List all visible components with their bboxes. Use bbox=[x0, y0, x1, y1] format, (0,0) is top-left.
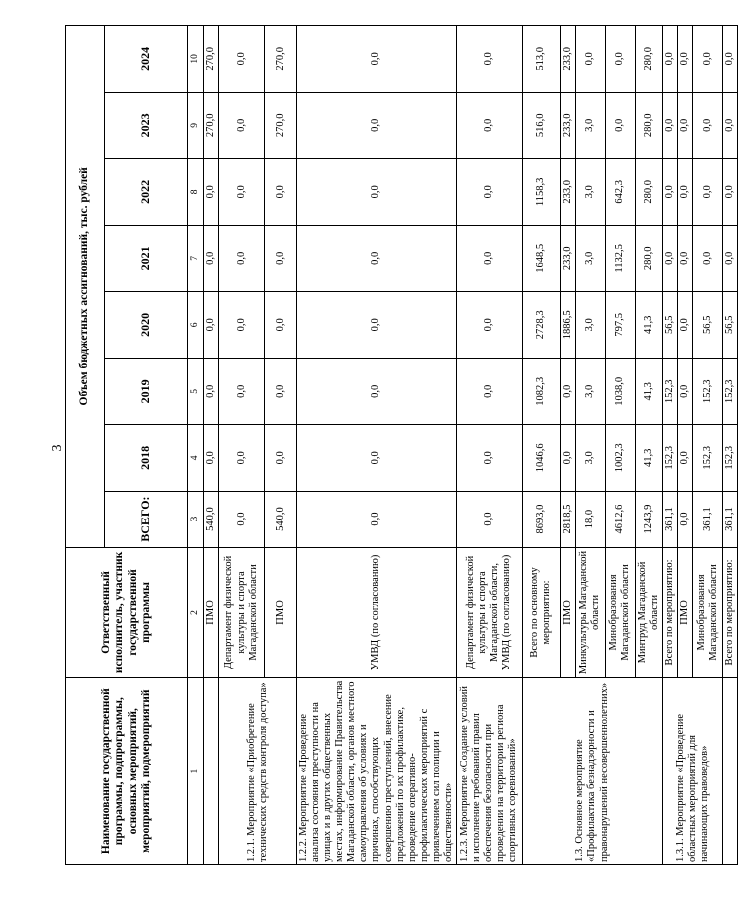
value-cell: 516,0 bbox=[522, 92, 560, 159]
value-cell: 1886,5 bbox=[560, 292, 575, 359]
value-cell: 1082,3 bbox=[522, 358, 560, 425]
budget-table bbox=[65, 25, 738, 865]
executor-cell: УМВД (по согласованию) bbox=[297, 547, 457, 678]
value-cell: 0,0 bbox=[219, 491, 265, 547]
value-cell: 8693,0 bbox=[522, 491, 560, 547]
value-cell: 0,0 bbox=[219, 225, 265, 292]
table-row bbox=[456, 26, 522, 865]
executor-cell: ПМО bbox=[678, 547, 693, 678]
value-cell: 0,0 bbox=[204, 225, 219, 292]
rotated-page bbox=[65, 25, 736, 865]
page-number: 3 bbox=[50, 444, 65, 452]
name-cell: 1.2.2. Мероприятие «Проведение анализа состояния преступности на улицах и в других общественных местах, информирование Правительства Магаданской области, органов местного самоуправления об условиях и причинах, способствующих совершению преступлений, внесение предложений по их профилактике, проведение оперативно-профилактических мероприятий с привлечением сил полиции и общественности» bbox=[297, 678, 457, 865]
value-cell: 233,0 bbox=[560, 225, 575, 292]
executor-cell: ПМО bbox=[204, 547, 219, 678]
value-cell: 0,0 bbox=[678, 92, 693, 159]
value-cell: 361,1 bbox=[723, 491, 738, 547]
value-cell: 1002,3 bbox=[605, 425, 635, 492]
value-cell: 0,0 bbox=[219, 425, 265, 492]
value-cell: 0,0 bbox=[605, 92, 635, 159]
value-cell: 41,3 bbox=[635, 425, 662, 492]
value-cell: 1046,6 bbox=[522, 425, 560, 492]
table-row bbox=[663, 26, 678, 865]
executor-cell: Минтруд Магаданской области bbox=[635, 547, 662, 678]
value-cell: 280,0 bbox=[635, 159, 662, 226]
executor-cell: ПМО bbox=[560, 547, 575, 678]
header-executor: Ответственный исполнитель, участник государственной программы bbox=[66, 547, 188, 678]
value-cell: 3,0 bbox=[575, 92, 605, 159]
table-row bbox=[723, 26, 738, 865]
value-cell: 0,0 bbox=[560, 425, 575, 492]
value-cell: 0,0 bbox=[297, 92, 457, 159]
value-cell: 0,0 bbox=[723, 159, 738, 226]
value-cell: 0,0 bbox=[219, 92, 265, 159]
value-cell: 0,0 bbox=[219, 358, 265, 425]
index-cell: 4 bbox=[188, 425, 204, 492]
header-year-2023: 2023 bbox=[105, 92, 188, 159]
value-cell: 1243,9 bbox=[635, 491, 662, 547]
value-cell: 0,0 bbox=[693, 92, 723, 159]
header-year-2019: 2019 bbox=[105, 358, 188, 425]
value-cell: 152,3 bbox=[723, 358, 738, 425]
value-cell: 540,0 bbox=[204, 491, 219, 547]
index-cell: 9 bbox=[188, 92, 204, 159]
index-cell: 2 bbox=[188, 547, 204, 678]
value-cell: 152,3 bbox=[663, 358, 678, 425]
value-cell: 0,0 bbox=[678, 425, 693, 492]
value-cell: 0,0 bbox=[678, 491, 693, 547]
value-cell: 152,3 bbox=[723, 425, 738, 492]
value-cell: 1648,5 bbox=[522, 225, 560, 292]
value-cell: 56,5 bbox=[693, 292, 723, 359]
index-cell: 6 bbox=[188, 292, 204, 359]
executor-cell: Всего по основному мероприятию: bbox=[522, 547, 560, 678]
table-row bbox=[204, 26, 219, 865]
executor-cell: Всего по мероприятию: bbox=[663, 547, 678, 678]
value-cell: 41,3 bbox=[635, 358, 662, 425]
value-cell: 18,0 bbox=[575, 491, 605, 547]
value-cell: 56,5 bbox=[663, 292, 678, 359]
value-cell: 0,0 bbox=[297, 26, 457, 93]
value-cell: 1158,3 bbox=[522, 159, 560, 226]
value-cell: 0,0 bbox=[723, 92, 738, 159]
value-cell: 152,3 bbox=[663, 425, 678, 492]
value-cell: 0,0 bbox=[297, 225, 457, 292]
value-cell: 3,0 bbox=[575, 159, 605, 226]
value-cell: 152,3 bbox=[693, 425, 723, 492]
value-cell: 0,0 bbox=[693, 159, 723, 226]
executor-cell: ПМО bbox=[265, 547, 297, 678]
value-cell: 2818,5 bbox=[560, 491, 575, 547]
value-cell: 0,0 bbox=[693, 26, 723, 93]
value-cell: 0,0 bbox=[678, 26, 693, 93]
value-cell: 0,0 bbox=[456, 159, 522, 226]
header-budget: Объем бюджетных ассигнований, тыс. рублей bbox=[66, 26, 105, 548]
value-cell: 0,0 bbox=[663, 92, 678, 159]
value-cell: 0,0 bbox=[456, 92, 522, 159]
value-cell: 0,0 bbox=[204, 425, 219, 492]
executor-cell: Минобразования Магаданской области bbox=[693, 547, 723, 678]
value-cell: 0,0 bbox=[219, 26, 265, 93]
header-year-2018: 2018 bbox=[105, 425, 188, 492]
value-cell: 280,0 bbox=[635, 225, 662, 292]
value-cell: 0,0 bbox=[456, 26, 522, 93]
value-cell: 0,0 bbox=[265, 425, 297, 492]
value-cell: 270,0 bbox=[204, 92, 219, 159]
name-cell: 1.2.1. Мероприятие «Приобретение технических средств контроля доступа» bbox=[219, 678, 297, 865]
header-year-2022: 2022 bbox=[105, 159, 188, 226]
value-cell: 0,0 bbox=[456, 358, 522, 425]
value-cell: 0,0 bbox=[265, 358, 297, 425]
value-cell: 0,0 bbox=[265, 159, 297, 226]
index-cell: 10 bbox=[188, 26, 204, 93]
value-cell: 0,0 bbox=[456, 425, 522, 492]
value-cell: 0,0 bbox=[456, 292, 522, 359]
value-cell: 0,0 bbox=[663, 26, 678, 93]
value-cell: 0,0 bbox=[297, 491, 457, 547]
index-cell: 8 bbox=[188, 159, 204, 226]
value-cell: 0,0 bbox=[693, 225, 723, 292]
value-cell: 540,0 bbox=[265, 491, 297, 547]
value-cell: 3,0 bbox=[575, 292, 605, 359]
value-cell: 0,0 bbox=[219, 292, 265, 359]
value-cell: 642,3 bbox=[605, 159, 635, 226]
value-cell: 0,0 bbox=[663, 225, 678, 292]
header-name: Наименование государственной программы, подпрограммы, основных мероприятий, мероприятий, подмероприятий bbox=[66, 678, 188, 865]
value-cell: 0,0 bbox=[219, 159, 265, 226]
header-year-2021: 2021 bbox=[105, 225, 188, 292]
value-cell: 0,0 bbox=[297, 292, 457, 359]
value-cell: 3,0 bbox=[575, 358, 605, 425]
value-cell: 0,0 bbox=[678, 292, 693, 359]
value-cell: 0,0 bbox=[678, 225, 693, 292]
header-year-2024: 2024 bbox=[105, 26, 188, 93]
value-cell: 361,1 bbox=[693, 491, 723, 547]
executor-cell: Минкультуры Магаданской области bbox=[575, 547, 605, 678]
value-cell: 4612,6 bbox=[605, 491, 635, 547]
executor-cell: Минобразования Магаданской области bbox=[605, 547, 635, 678]
value-cell: 0,0 bbox=[297, 358, 457, 425]
value-cell: 2728,3 bbox=[522, 292, 560, 359]
value-cell: 152,3 bbox=[693, 358, 723, 425]
value-cell: 361,1 bbox=[663, 491, 678, 547]
header-year-2020: 2020 bbox=[105, 292, 188, 359]
value-cell: 0,0 bbox=[575, 26, 605, 93]
value-cell: 3,0 bbox=[575, 425, 605, 492]
value-cell: 0,0 bbox=[456, 225, 522, 292]
index-cell: 1 bbox=[188, 678, 204, 865]
executor-cell: Всего по мероприятию: bbox=[723, 547, 738, 678]
value-cell: 0,0 bbox=[723, 225, 738, 292]
index-row bbox=[188, 26, 204, 865]
header-total: ВСЕГО: bbox=[105, 491, 188, 547]
index-cell: 7 bbox=[188, 225, 204, 292]
value-cell: 0,0 bbox=[678, 358, 693, 425]
value-cell: 0,0 bbox=[265, 292, 297, 359]
value-cell: 0,0 bbox=[204, 159, 219, 226]
value-cell: 0,0 bbox=[663, 159, 678, 226]
index-cell: 3 bbox=[188, 491, 204, 547]
value-cell: 233,0 bbox=[560, 92, 575, 159]
value-cell: 797,5 bbox=[605, 292, 635, 359]
table-row bbox=[297, 26, 457, 865]
value-cell: 513,0 bbox=[522, 26, 560, 93]
value-cell: 41,3 bbox=[635, 292, 662, 359]
value-cell: 3,0 bbox=[575, 225, 605, 292]
table-row bbox=[522, 26, 560, 865]
executor-cell: Департамент физической культуры и спорта Магаданской области, УМВД (по согласованию) bbox=[456, 547, 522, 678]
value-cell: 270,0 bbox=[265, 26, 297, 93]
value-cell: 1038,0 bbox=[605, 358, 635, 425]
value-cell: 0,0 bbox=[723, 26, 738, 93]
value-cell: 0,0 bbox=[204, 292, 219, 359]
value-cell: 0,0 bbox=[297, 159, 457, 226]
value-cell: 0,0 bbox=[204, 358, 219, 425]
value-cell: 233,0 bbox=[560, 159, 575, 226]
value-cell: 233,0 bbox=[560, 26, 575, 93]
name-cell: 1.3. Основное мероприятие «Профилактика безнадзорности и правонарушений несовершеннолетних» bbox=[522, 678, 662, 865]
value-cell: 1132,5 bbox=[605, 225, 635, 292]
value-cell: 270,0 bbox=[204, 26, 219, 93]
value-cell: 270,0 bbox=[265, 92, 297, 159]
value-cell: 280,0 bbox=[635, 92, 662, 159]
value-cell: 0,0 bbox=[456, 491, 522, 547]
name-cell: 1.3.1. Мероприятие «Проведение областных мероприятий для начинающих правоведов» bbox=[663, 678, 723, 865]
name-cell bbox=[204, 678, 219, 865]
value-cell: 0,0 bbox=[605, 26, 635, 93]
value-cell: 0,0 bbox=[560, 358, 575, 425]
index-cell: 5 bbox=[188, 358, 204, 425]
table-row bbox=[219, 26, 265, 865]
value-cell: 0,0 bbox=[297, 425, 457, 492]
executor-cell: Департамент физической культуры и спорта Магаданской области bbox=[219, 547, 265, 678]
name-cell bbox=[723, 678, 738, 865]
value-cell: 56,5 bbox=[723, 292, 738, 359]
value-cell: 0,0 bbox=[265, 225, 297, 292]
value-cell: 0,0 bbox=[678, 159, 693, 226]
name-cell: 1.2.3. Мероприятие «Создание условий и исполнение требований правил обеспечения безопасности при проведении на территории региона спортивных соревнований» bbox=[456, 678, 522, 865]
value-cell: 280,0 bbox=[635, 26, 662, 93]
